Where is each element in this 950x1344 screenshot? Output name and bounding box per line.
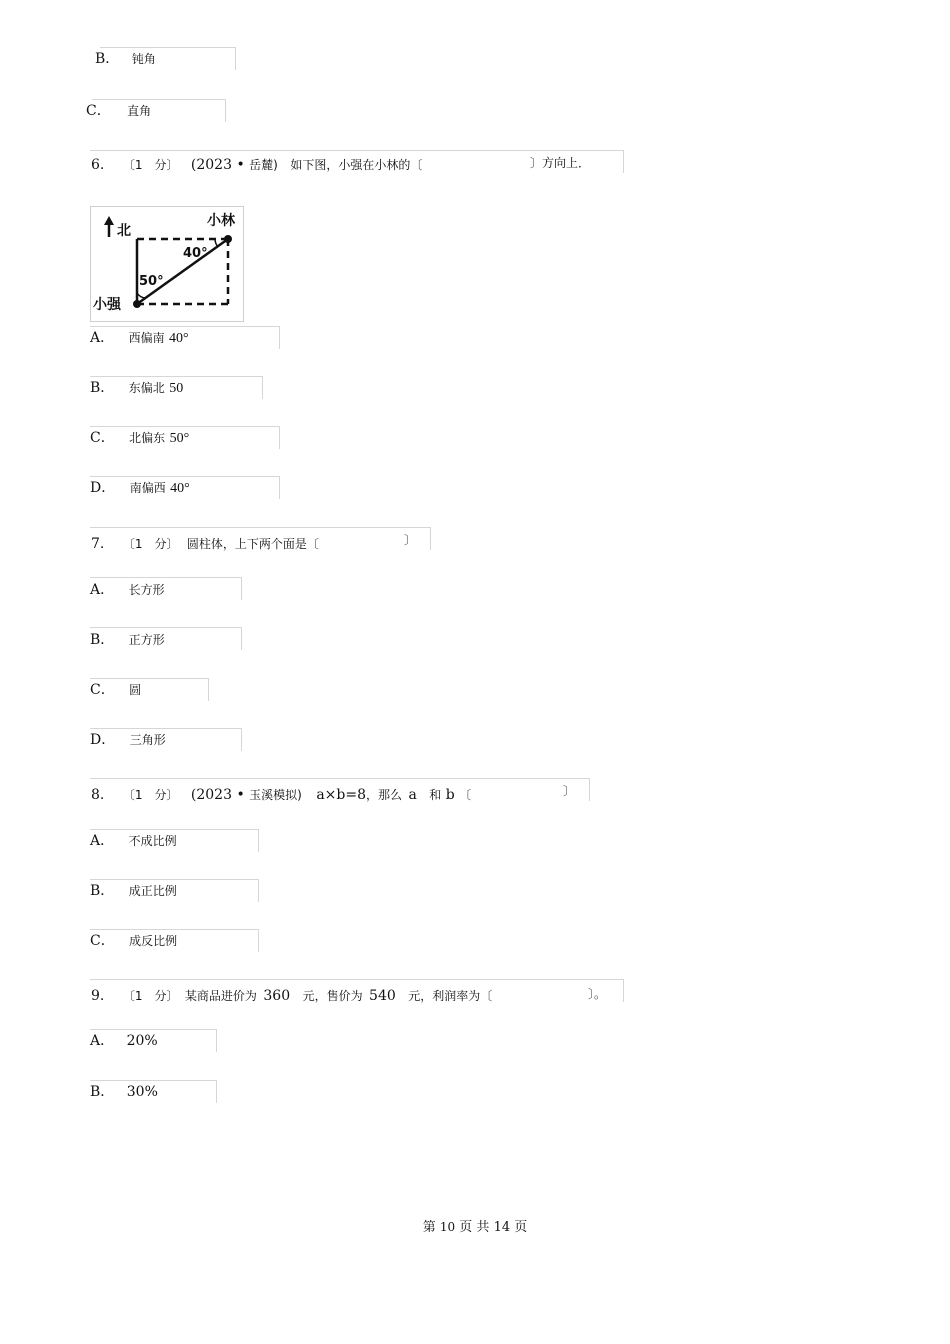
angle-50-label: 50° [139,274,164,289]
question-text-and: 和 [429,788,442,802]
question-9-stem [91,987,492,1005]
formula: a×b=8 [316,787,366,803]
xiaolin-label: 小林 [207,213,235,229]
option-text: 成反比例 [129,934,178,948]
option-letter: B． [90,632,115,648]
option-letter: C． [86,103,111,119]
option-letter: A． [90,833,115,849]
angle-40-label: 40° [183,246,208,261]
option-a[interactable] [90,329,189,348]
option-text: 东偏北 [128,381,165,395]
option-text: 30% [126,1084,158,1100]
cost-value: 360 [263,988,291,1004]
option-b[interactable] [90,1083,158,1101]
question-text: ，那么 [366,788,403,802]
bracket-open: 〔 [459,788,472,802]
option-b[interactable] [90,379,183,398]
option-text: 北偏东 [129,431,166,445]
question-text-end: 〕 [563,784,576,798]
option-d[interactable] [90,479,190,498]
question-score: 〔1 分〕 [122,788,179,802]
price-value: 540 [369,988,396,1004]
option-letter: A． [90,582,115,598]
option-text: 成正比例 [128,884,177,898]
option-text: 20% [126,1033,158,1049]
question-text-end: 〕方向上． [530,156,591,170]
question-text-end: 〕 [404,533,417,547]
option-letter: B． [95,51,120,67]
question-number: 6. [91,157,105,173]
direction-figure [90,206,244,322]
question-source-place: 岳麓) [249,158,278,172]
question-text: 元，售价为 [302,989,363,1003]
question-text: 圆柱体，上下两个面是〔 [186,537,319,551]
option-letter: C． [90,682,115,698]
option-value: 40° [169,331,189,346]
question-text-end: 〕。 [588,987,607,1001]
option-letter: C． [90,933,115,949]
question-number: 7. [91,536,105,552]
total-pages: 14 [493,1220,511,1235]
direction-diagram [91,207,243,321]
option-text: 南偏西 [129,481,166,495]
question-number: 9. [91,988,105,1004]
option-a[interactable] [90,581,165,599]
option-c[interactable] [86,102,151,120]
option-text: 三角形 [129,733,166,747]
question-text: 某商品进价为 [184,989,257,1003]
option-c[interactable] [90,429,189,448]
option-a[interactable] [90,832,177,850]
xiaoqiang-label: 小强 [93,297,121,313]
option-text: 钝角 [131,52,156,66]
footer-suffix: 页 [514,1220,528,1235]
question-8-stem [91,786,471,804]
option-letter: B． [90,883,115,899]
question-text: 如下图，小强在小林的〔 [290,158,423,172]
variable-b: b [445,787,455,803]
question-source: (2023 • [190,157,245,173]
option-d[interactable] [90,731,166,749]
question-source-place: 玉溪模拟) [249,788,302,802]
option-b[interactable] [90,882,177,900]
north-arrow-icon [104,216,114,237]
question-6-stem [91,156,422,174]
option-letter: A． [90,330,115,346]
option-letter: D． [90,732,116,748]
option-text: 圆 [129,683,142,697]
option-text: 长方形 [128,583,165,597]
question-source: (2023 • [190,787,245,803]
page-footer [0,1216,950,1235]
footer-mid: 页 共 [459,1220,490,1235]
option-c[interactable] [90,932,177,950]
option-letter: A． [90,1033,115,1049]
question-score: 〔1 分〕 [122,537,179,551]
option-text: 西偏南 [128,331,165,345]
option-letter: C． [90,430,115,446]
question-7-stem [91,535,319,553]
option-a[interactable] [90,1032,158,1050]
xiaolin-point [224,235,232,243]
variable-a: a [408,787,417,803]
option-b[interactable] [95,50,156,68]
option-b[interactable] [90,631,165,649]
option-letter: B． [90,380,115,396]
question-number: 8. [91,787,105,803]
option-value: 40° [170,481,190,496]
question-text: 元，利润率为〔 [408,989,493,1003]
option-letter: B． [90,1084,115,1100]
footer-prefix: 第 [422,1220,436,1235]
option-value: 50 [169,381,184,396]
option-letter: D． [90,480,116,496]
question-score: 〔1 分〕 [122,158,179,172]
option-c[interactable] [90,681,141,699]
question-score: 〔1 分〕 [122,989,179,1003]
xiaoqiang-point [133,300,141,308]
option-value: 50° [169,431,190,446]
option-text: 不成比例 [128,834,177,848]
option-text: 正方形 [128,633,165,647]
north-label: 北 [117,223,131,239]
current-page: 10 [439,1220,456,1234]
option-text: 直角 [127,104,152,118]
